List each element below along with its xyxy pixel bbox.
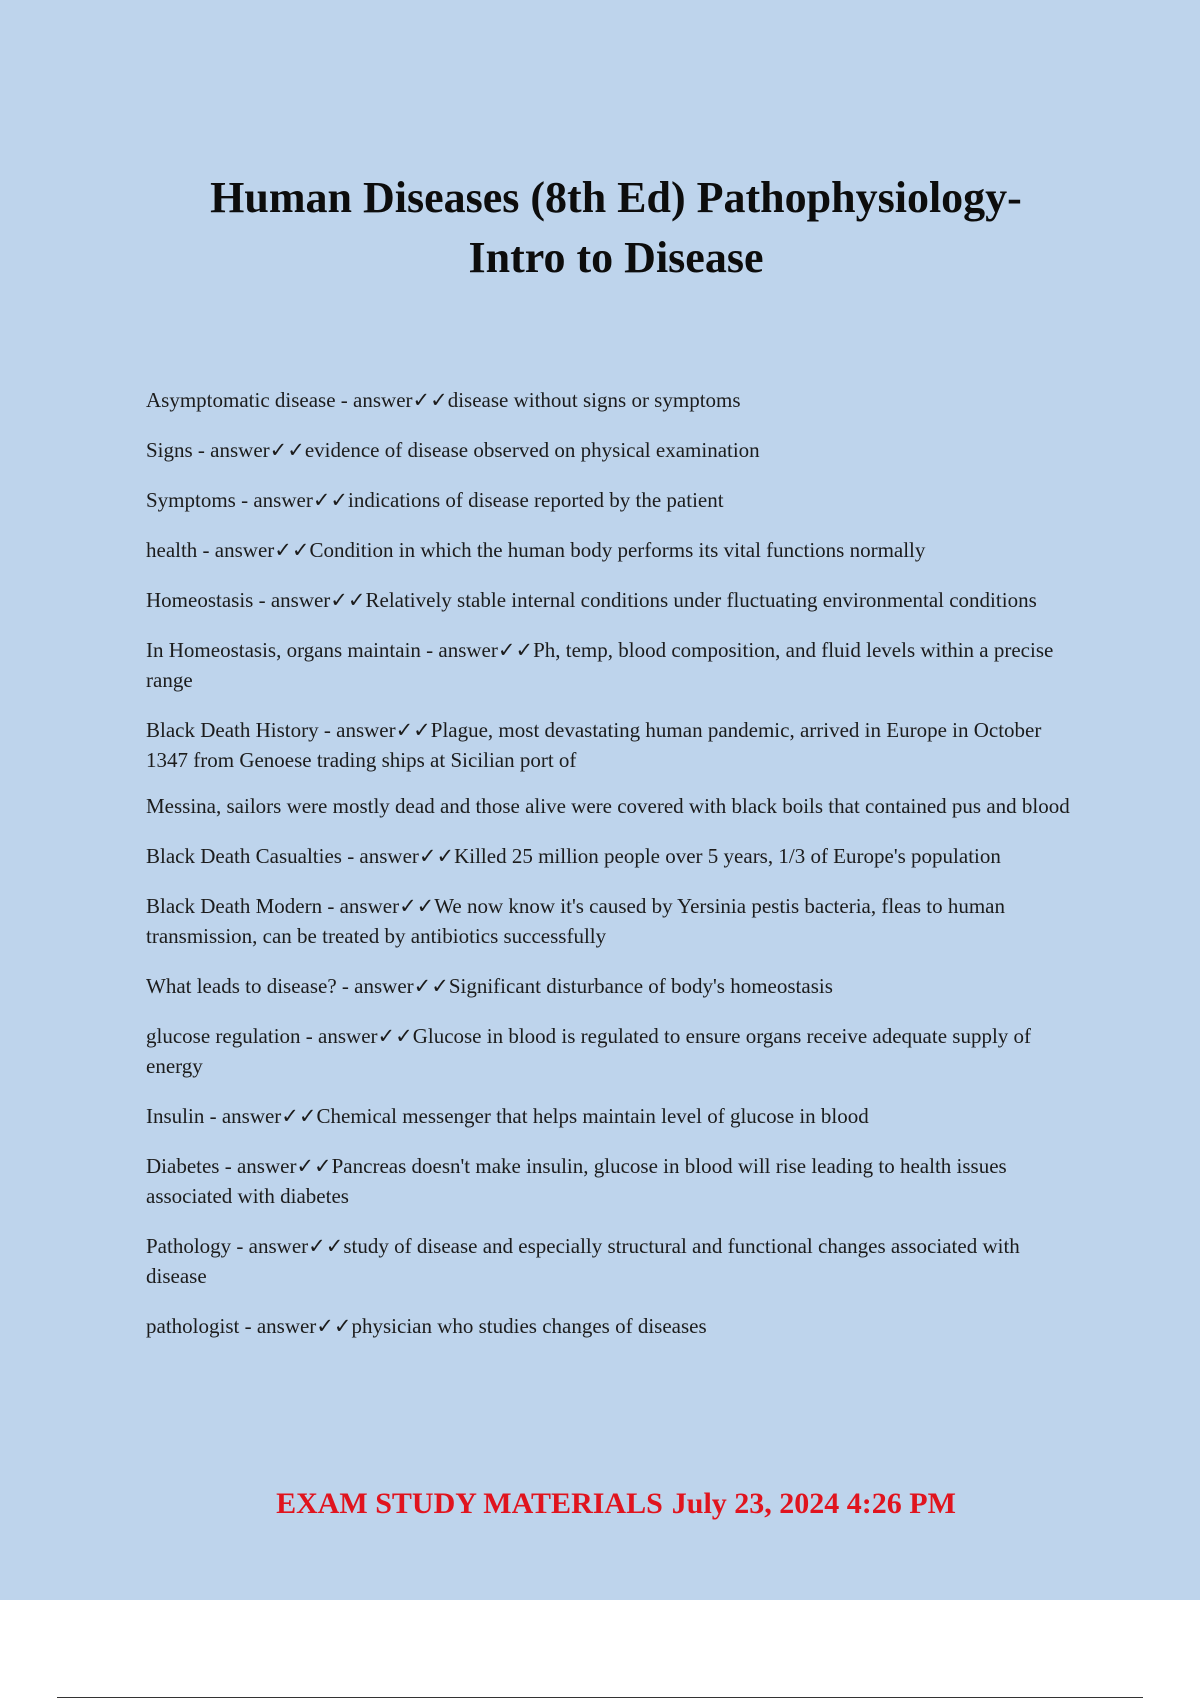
title-line-1: Human Diseases (8th Ed) Pathophysiology- [210,173,1022,222]
exam-stamp [0,1484,1200,1524]
title-line-2: Intro to Disease [468,233,764,282]
qa-item-insulin: Insulin - answer✓✓Chemical messenger that helps maintain level of glucose in blood [146,1104,869,1128]
qa-item-black-death-history-continued: Messina, sailors were mostly dead and those alive were covered with black boils that contained pus and blood [146,794,1070,818]
qa-item-diabetes: Diabetes - answer✓✓Pancreas doesn't make insulin, glucose in blood will rise leading to health issues associated with diabetes [146,1154,1007,1208]
exam-stamp-timestamp: July 23, 2024 4:26 PM [671,1487,956,1520]
qa-item-asymptomatic: Asymptomatic disease - answer✓✓disease without signs or symptoms [146,388,741,412]
qa-item-black-death-modern: Black Death Modern - answer✓✓We now know it's caused by Yersinia pestis bacteria, fleas to human transmission, can be treated by antibiotics successfully [146,894,1005,948]
exam-stamp-label: EXAM STUDY MATERIALS [276,1487,663,1520]
qa-item-what-leads-to-disease: What leads to disease? - answer✓✓Significant disturbance of body's homeostasis [146,974,833,998]
qa-item-health: health - answer✓✓Condition in which the human body performs its vital functions normally [146,538,926,562]
document-title [0,168,1200,288]
qa-item-homeostasis: Homeostasis - answer✓✓Relatively stable internal conditions under fluctuating environmental conditions [146,588,1037,612]
qa-item-black-death-history: Black Death History - answer✓✓Plague, most devastating human pandemic, arrived in Europe in October 1347 from Genoese trading ships at Sicilian port of [146,718,1042,772]
qa-item-pathologist: pathologist - answer✓✓physician who studies changes of diseases [146,1314,707,1338]
qa-item-signs: Signs - answer✓✓evidence of disease observed on physical examination [146,438,760,462]
qa-item-pathology: Pathology - answer✓✓study of disease and especially structural and functional changes associated with disease [146,1234,1020,1288]
qa-list [146,385,1076,1361]
qa-item-homeostasis-organs: In Homeostasis, organs maintain - answer✓✓Ph, temp, blood composition, and fluid levels within a precise range [146,638,1054,692]
qa-item-symptoms: Symptoms - answer✓✓indications of disease reported by the patient [146,488,724,512]
qa-item-glucose-regulation: glucose regulation - answer✓✓Glucose in blood is regulated to ensure organs receive adequate supply of energy [146,1024,1032,1078]
footer-divider [57,1697,1143,1698]
qa-item-black-death-casualties: Black Death Casualties - answer✓✓Killed 25 million people over 5 years, 1/3 of Europe's population [146,844,1001,868]
